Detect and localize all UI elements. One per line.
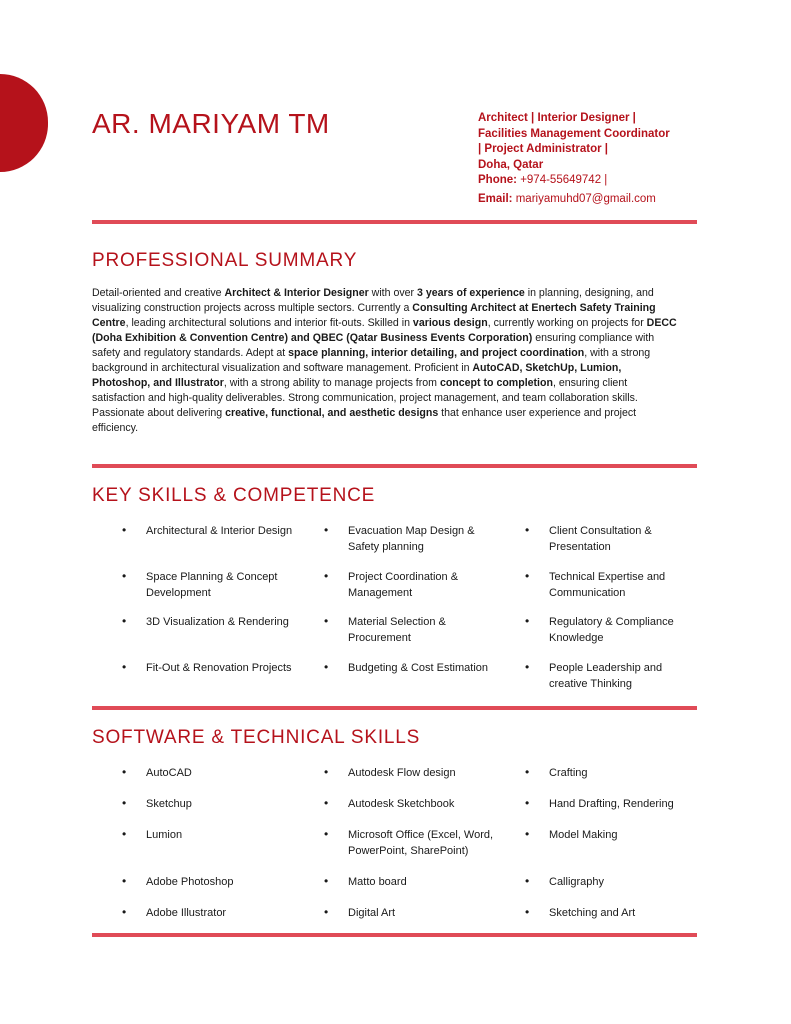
skill-label: Microsoft Office (Excel, Word, PowerPoint, SharePoint) bbox=[348, 829, 494, 857]
summary-highlight: concept to completion bbox=[439, 377, 553, 389]
bullet-icon: • bbox=[122, 614, 127, 628]
bullet-icon: • bbox=[122, 827, 127, 841]
bullet-icon: • bbox=[324, 660, 329, 674]
bullet-icon: • bbox=[525, 614, 530, 628]
summary-text-segment: , with a strong ability to manage projects from bbox=[223, 377, 440, 389]
bullet-icon: • bbox=[525, 523, 530, 537]
skill-label: Model Making bbox=[549, 829, 618, 841]
skill-label: Regulatory & Compliance Knowledge bbox=[549, 616, 674, 644]
bullet-icon: • bbox=[324, 765, 329, 779]
skill-label: Technical Expertise and Communication bbox=[549, 571, 666, 599]
skill-label: Autodesk Sketchbook bbox=[348, 798, 455, 810]
summary-highlight: Consulting Architect at Enertech Safety Training Centre bbox=[92, 302, 656, 329]
bullet-icon: • bbox=[525, 874, 530, 888]
skill-label: Sketching and Art bbox=[549, 907, 636, 919]
skill-item bbox=[525, 614, 699, 646]
skill-item bbox=[122, 905, 296, 922]
candidate-name: AR. MARIYAM TM bbox=[92, 108, 330, 139]
skill-item bbox=[122, 660, 296, 677]
skill-label: Material Selection & Procurement bbox=[348, 616, 446, 644]
bullet-icon: • bbox=[324, 874, 329, 888]
bullet-icon: • bbox=[122, 765, 127, 779]
skill-item bbox=[525, 523, 699, 555]
phone-line bbox=[478, 173, 718, 189]
skill-item bbox=[324, 765, 498, 782]
skill-item bbox=[122, 569, 296, 601]
skill-item bbox=[324, 874, 498, 891]
skill-item bbox=[324, 827, 498, 859]
decorative-half-circle bbox=[0, 74, 48, 172]
contact-line-3: | Project Administrator | bbox=[478, 143, 608, 156]
summary-highlight: Architect & Interior Designer bbox=[224, 287, 369, 299]
skill-item bbox=[324, 523, 498, 555]
skill-label: Fit-Out & Renovation Projects bbox=[146, 662, 292, 674]
bullet-icon: • bbox=[122, 523, 127, 537]
divider-summary bbox=[92, 464, 697, 468]
skill-item bbox=[122, 827, 296, 844]
phone-value: +974-55649742 | bbox=[520, 174, 608, 187]
skill-item bbox=[324, 660, 498, 677]
summary-text-segment: , ensuring client satisfaction and high-quality deliverables. Strong communication, project management, and team collaboration skills. Passionate about delivering bbox=[92, 377, 638, 419]
skill-label: Calligraphy bbox=[549, 876, 605, 888]
bullet-icon: • bbox=[525, 569, 530, 583]
skill-item bbox=[122, 874, 296, 891]
skill-label: Matto board bbox=[348, 876, 407, 888]
skill-item bbox=[525, 905, 699, 922]
section-title-summary: PROFESSIONAL SUMMARY bbox=[92, 250, 358, 271]
summary-highlight: DECC (Doha Exhibition & Convention Centre) and QBEC (Qatar Business Events Corporation) bbox=[92, 317, 677, 344]
bullet-icon: • bbox=[122, 569, 127, 583]
bullet-icon: • bbox=[122, 660, 127, 674]
summary-highlight: AutoCAD, SketchUp, Lumion, Photoshop, and Illustrator bbox=[92, 362, 622, 389]
bullet-icon: • bbox=[525, 905, 530, 919]
bullet-icon: • bbox=[525, 765, 530, 779]
bullet-icon: • bbox=[324, 614, 329, 628]
contact-line-2: Facilities Management Coordinator bbox=[478, 127, 670, 140]
skill-label: Adobe Illustrator bbox=[146, 907, 227, 919]
email-link[interactable]: mariyamuhd07@gmail.com bbox=[515, 192, 656, 205]
skill-label: Budgeting & Cost Estimation bbox=[348, 662, 489, 674]
divider-software bbox=[92, 933, 697, 937]
skill-item bbox=[122, 523, 296, 540]
divider-header bbox=[92, 220, 697, 224]
summary-highlight: creative, functional, and aesthetic designs bbox=[225, 407, 439, 419]
summary-paragraph bbox=[92, 286, 682, 436]
summary-highlight: 3 years of experience bbox=[417, 287, 525, 299]
bullet-icon: • bbox=[525, 660, 530, 674]
location: Doha, Qatar bbox=[478, 158, 544, 171]
skill-label: Sketchup bbox=[146, 798, 192, 810]
bullet-icon: • bbox=[324, 523, 329, 537]
skill-item bbox=[525, 796, 699, 813]
skill-item bbox=[324, 614, 498, 646]
contact-line-1: Architect | Interior Designer | bbox=[478, 112, 636, 124]
skill-item bbox=[525, 874, 699, 891]
skill-label: Architectural & Interior Design bbox=[146, 525, 293, 537]
contact-block bbox=[478, 111, 718, 208]
skill-item bbox=[324, 796, 498, 813]
skill-label: 3D Visualization & Rendering bbox=[146, 616, 289, 628]
summary-text-segment: in planning, designing, and visualizing construction projects across multiple sectors. Currently a bbox=[92, 287, 654, 314]
bullet-icon: • bbox=[324, 796, 329, 810]
skill-label: Crafting bbox=[549, 767, 588, 779]
phone-label: Phone: bbox=[478, 174, 517, 187]
summary-text-segment: Detail-oriented and creative bbox=[92, 287, 225, 299]
skill-label: Autodesk Flow design bbox=[348, 767, 456, 779]
bullet-icon: • bbox=[324, 827, 329, 841]
summary-text-segment: , leading architectural solutions and interior fit-outs. Skilled in bbox=[125, 317, 413, 329]
summary-highlight: various design bbox=[412, 317, 488, 329]
skill-item bbox=[525, 660, 699, 692]
bullet-icon: • bbox=[324, 905, 329, 919]
skill-item bbox=[525, 569, 699, 601]
bullet-icon: • bbox=[324, 569, 329, 583]
email-label: Email: bbox=[478, 192, 513, 205]
skill-item bbox=[122, 765, 296, 782]
bullet-icon: • bbox=[525, 827, 530, 841]
skill-item bbox=[324, 569, 498, 601]
skill-item bbox=[525, 827, 699, 844]
skill-item bbox=[525, 765, 699, 782]
skill-item bbox=[324, 905, 498, 922]
summary-text-segment: , with a strong background in architectural visualization and software management. Proficient in bbox=[92, 347, 651, 374]
skill-label: Digital Art bbox=[348, 907, 396, 919]
skill-label: Space Planning & Concept Development bbox=[146, 571, 278, 599]
bullet-icon: • bbox=[525, 796, 530, 810]
skill-label: People Leadership and creative Thinking bbox=[549, 662, 663, 690]
summary-text-segment: ensuring compliance with safety and regulatory standards. Adept at bbox=[92, 332, 655, 359]
bullet-icon: • bbox=[122, 905, 127, 919]
skill-label: Adobe Photoshop bbox=[146, 876, 234, 888]
summary-text-segment: that enhance user experience and project efficiency. bbox=[92, 407, 637, 434]
bullet-icon: • bbox=[122, 874, 127, 888]
skill-label: Evacuation Map Design & Safety planning bbox=[348, 525, 475, 553]
skill-item bbox=[122, 796, 296, 813]
summary-highlight: space planning, interior detailing, and project coordination bbox=[288, 347, 585, 359]
divider-key-skills bbox=[92, 706, 697, 710]
summary-text-segment: , currently working on projects for bbox=[487, 317, 647, 329]
skill-label: Hand Drafting, Rendering bbox=[549, 798, 674, 810]
skill-label: Lumion bbox=[146, 829, 183, 841]
skill-label: Client Consultation & Presentation bbox=[549, 525, 652, 553]
summary-text-segment: with over bbox=[368, 287, 418, 299]
section-title-key-skills: KEY SKILLS & COMPETENCE bbox=[92, 485, 376, 506]
bullet-icon: • bbox=[122, 796, 127, 810]
skill-label: Project Coordination & Management bbox=[348, 571, 459, 599]
skill-item bbox=[122, 614, 296, 631]
email-line bbox=[478, 192, 718, 208]
skill-label: AutoCAD bbox=[146, 767, 192, 779]
section-title-software: SOFTWARE & TECHNICAL SKILLS bbox=[92, 727, 421, 748]
